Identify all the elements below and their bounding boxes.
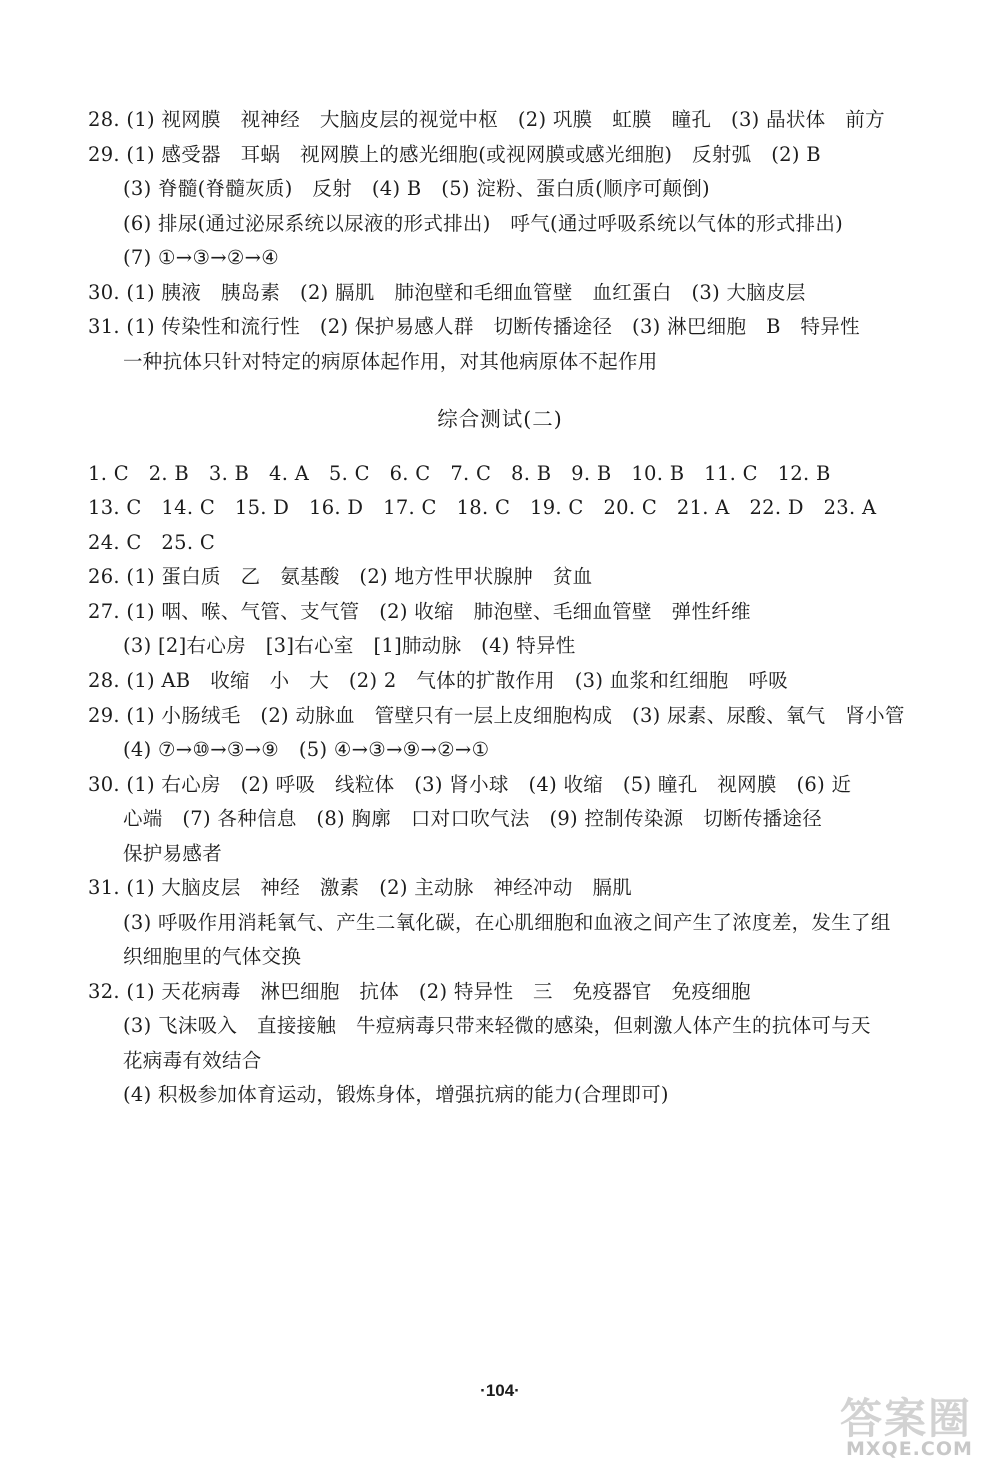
answer-line: 1. C 2. B 3. B 4. A 5. C 6. C 7. C 8. B 9. B 10. B 11. C 12. B bbox=[88, 462, 831, 485]
answer-line: (3) [2]右心房 [3]右心室 [1]肺动脉 (4) 特异性 bbox=[123, 634, 576, 657]
answer-line: 一种抗体只针对特定的病原体起作用，对其他病原体不起作用 bbox=[123, 350, 658, 373]
watermark-logo bbox=[832, 1386, 992, 1466]
answer-line: 32. (1) 天花病毒 淋巴细胞 抗体 (2) 特异性 三 免疫器官 免疫细胞 bbox=[88, 980, 751, 1003]
answer-line: 28. (1) AB 收缩 小 大 (2) 2 气体的扩散作用 (3) 血浆和红细胞 呼吸 bbox=[88, 669, 788, 692]
answer-line: 花病毒有效结合 bbox=[123, 1049, 262, 1072]
answer-line: 31. (1) 大脑皮层 神经 激素 (2) 主动脉 神经冲动 膈肌 bbox=[88, 876, 633, 899]
answer-line: 保护易感者 bbox=[123, 842, 223, 865]
answer-line: (6) 排尿(通过泌尿系统以尿液的形式排出) 呼气(通过呼吸系统以气体的形式排出) bbox=[123, 212, 844, 235]
answer-line: (4) 积极参加体育运动，锻炼身体，增强抗病的能力(合理即可) bbox=[123, 1083, 669, 1106]
answer-line: 27. (1) 咽、喉、气管、支气管 (2) 收缩 肺泡壁、毛细血管壁 弹性纤维 bbox=[88, 600, 751, 623]
answer-line: (3) 飞沫吸入 直接接触 牛痘病毒只带来轻微的感染，但刺激人体产生的抗体可与天 bbox=[123, 1014, 871, 1037]
answer-line: 30. (1) 右心房 (2) 呼吸 线粒体 (3) 肾小球 (4) 收缩 (5) 瞳孔 视网膜 (6) 近 bbox=[88, 773, 852, 796]
watermark-text: 答案圈 bbox=[840, 1394, 973, 1443]
answer-line: 26. (1) 蛋白质 乙 氨基酸 (2) 地方性甲状腺肿 贫血 bbox=[88, 565, 593, 588]
answer-line: (3) 脊髓(脊髓灰质) 反射 (4) B (5) 淀粉、蛋白质(顺序可颠倒) bbox=[123, 177, 710, 200]
answer-line: 13. C 14. C 15. D 16. D 17. C 18. C 19. C 20. C 21. A 22. D 23. A bbox=[88, 496, 877, 519]
answer-line: (7) ①→③→②→④ bbox=[123, 246, 280, 269]
answer-line: 28. (1) 视网膜 视神经 大脑皮层的视觉中枢 (2) 巩膜 虹膜 瞳孔 (3) 晶状体 前方 bbox=[88, 108, 885, 131]
section-title: 综合测试(二) bbox=[437, 407, 563, 431]
answer-line: (4) ⑦→⑩→③→⑨ (5) ④→③→⑨→②→① bbox=[123, 738, 490, 761]
answer-line: 30. (1) 胰液 胰岛素 (2) 膈肌 肺泡壁和毛细血管壁 血红蛋白 (3) 大脑皮层 bbox=[88, 281, 806, 304]
answer-line: 29. (1) 感受器 耳蜗 视网膜上的感光细胞(或视网膜或感光细胞) 反射弧 (2) B bbox=[88, 143, 821, 166]
answer-line: (3) 呼吸作用消耗氧气、产生二氧化碳，在心肌细胞和血液之间产生了浓度差，发生了组 bbox=[123, 911, 891, 934]
page-number: ·104· bbox=[480, 1381, 520, 1400]
watermark-url: MXQE.COM bbox=[846, 1438, 973, 1460]
answer-line: 24. C 25. C bbox=[88, 531, 216, 554]
answer-line: 29. (1) 小肠绒毛 (2) 动脉血 管壁只有一层上皮细胞构成 (3) 尿素、尿酸、氧气 肾小管 bbox=[88, 704, 905, 727]
answer-line: 织细胞里的气体交换 bbox=[123, 945, 302, 968]
answer-line: 心端 (7) 各种信息 (8) 胸廓 口对口吹气法 (9) 控制传染源 切断传播途径 bbox=[123, 807, 823, 830]
answer-line: 31. (1) 传染性和流行性 (2) 保护易感人群 切断传播途径 (3) 淋巴细胞 B 特异性 bbox=[88, 315, 860, 338]
